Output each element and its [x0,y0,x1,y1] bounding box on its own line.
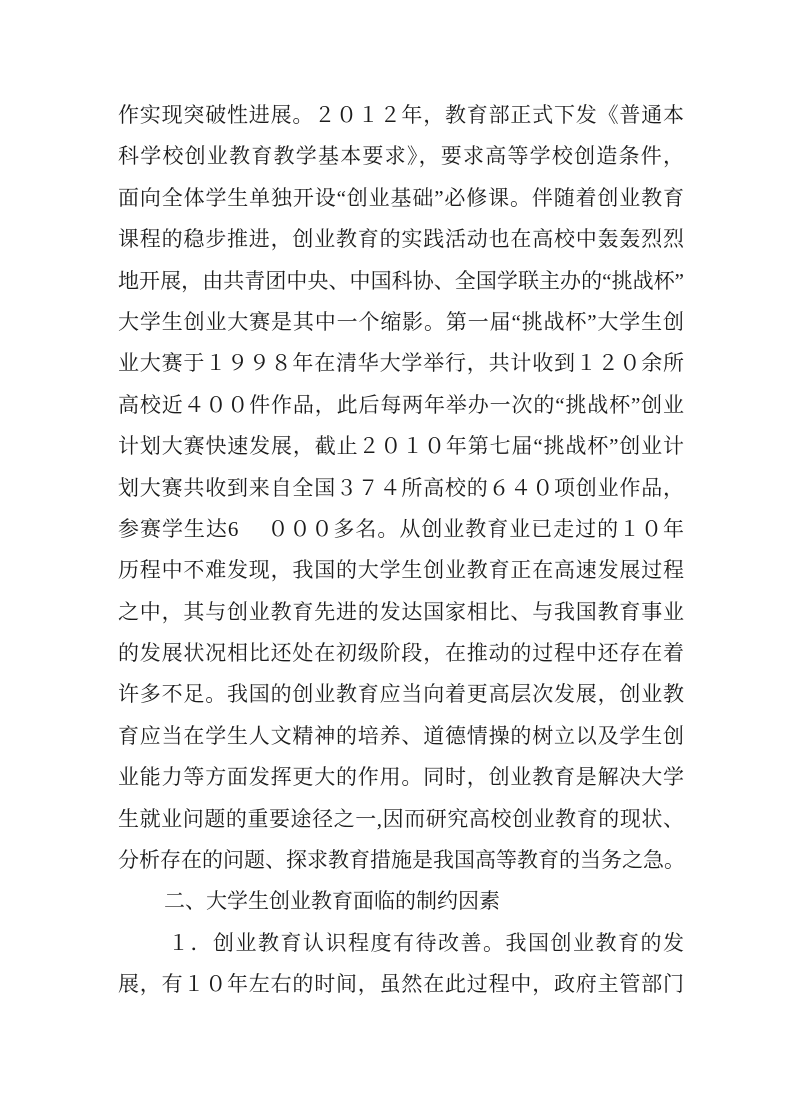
section-heading: 二、大学生创业教育面临的制约因素 [164,889,500,914]
text-line: 许多不足。我国的创业教育应当向着更高层次发展，创业教 [118,682,684,707]
text-line: 分析存在的问题、探求教育措施是我国高等教育的当务之急。 [118,848,685,873]
text-content [118,95,684,1006]
text-line: １．创业教育认识程度有待改善。我国创业教育的发 [168,930,684,955]
text-line: 的发展状况相比还处在初级阶段，在推动的过程中还存在着 [118,641,684,666]
text-line: 之中，其与创业教育先进的发达国家相比、与我国教育事业 [118,599,684,624]
text-line: 展，有１０年左右的时间，虽然在此过程中，政府主管部门 [118,972,684,997]
text-line: 大学生创业大赛是其中一个缩影。第一届“挑战杯”大学生创 [118,309,684,334]
text-line: 课程的稳步推进，创业教育的实践活动也在高校中轰轰烈烈 [118,227,684,252]
text-line: 地开展，由共青团中央、中国科协、全国学联主办的“挑战杯” [118,268,684,293]
text-line: 面向全体学生单独开设“创业基础”必修课。伴随着创业教育 [118,185,684,210]
text-line: 划大赛共收到来自全国３７４所高校的６４０项创业作品， [118,475,684,500]
text-line: 生就业问题的重要途径之一,因而研究高校创业教育的现状、 [118,806,684,831]
text-line: 科学校创业教育教学基本要求》，要求高等学校创造条件， [118,144,684,169]
text-line: 参赛学生达6 ０００多名。从创业教育业已走过的１０年 [118,516,684,541]
text-line: 高校近４００件作品，此后每两年举办一次的“挑战杯”创业 [118,392,684,417]
text-line: 历程中不难发现，我国的大学生创业教育正在高速发展过程 [118,558,684,583]
text-line: 计划大赛快速发展，截止２０１０年第七届“挑战杯”创业计 [118,434,684,459]
text-line: 育应当在学生人文精神的培养、道德情操的树立以及学生创 [118,723,684,748]
text-line: 作实现突破性进展。２０１２年，教育部正式下发《普通本 [118,103,684,127]
text-line: 业能力等方面发挥更大的作用。同时，创业教育是解决大学 [118,765,684,790]
text-line: 业大赛于１９９８年在清华大学举行，共计收到１２０余所 [118,351,684,376]
